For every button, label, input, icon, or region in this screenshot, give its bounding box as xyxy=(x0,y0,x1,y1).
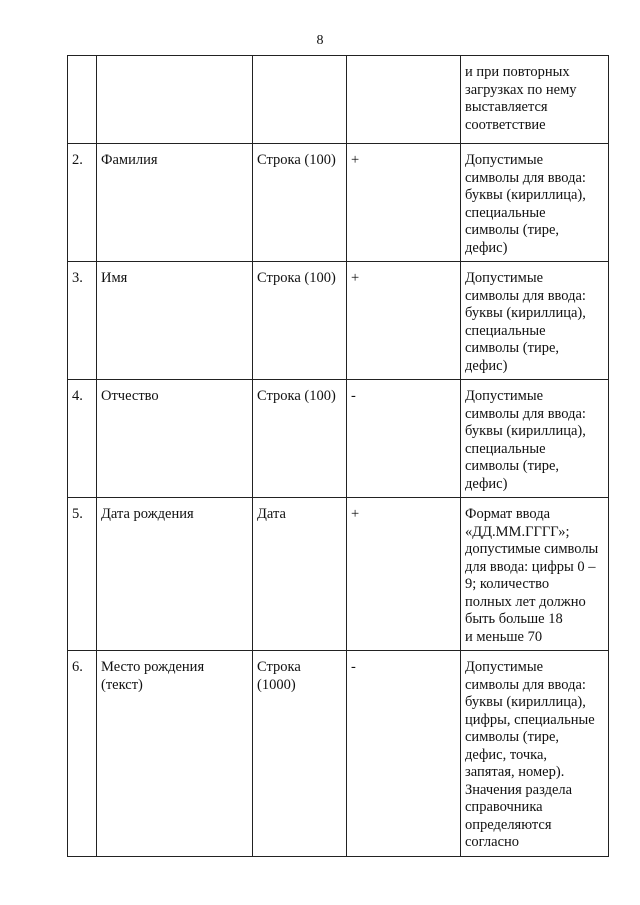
cell-num: 2. xyxy=(68,144,97,262)
table-row xyxy=(68,262,609,380)
cell-note xyxy=(461,262,609,380)
note-line: дефис) xyxy=(465,475,508,492)
cell-type: Строка (100) xyxy=(253,262,347,380)
cell-type: Дата xyxy=(253,498,347,651)
cell-type xyxy=(253,56,347,144)
table-row xyxy=(68,144,609,262)
note-line: и меньше 70 xyxy=(465,628,543,645)
cell-note xyxy=(461,651,609,857)
note-line: «ДД.ММ.ГГГГ»; xyxy=(465,523,570,540)
cell-num: 4. xyxy=(68,380,97,498)
note-line: выставляется xyxy=(465,99,548,115)
cell-name: Дата рождения xyxy=(97,498,253,651)
cell-type: Строка (100) xyxy=(253,144,347,262)
note-line: Допустимые xyxy=(465,270,544,286)
cell-name: Фамилия xyxy=(97,144,253,262)
cell-note xyxy=(461,144,609,262)
note-line: специальные xyxy=(465,322,546,339)
note-line: допустимые символы xyxy=(465,541,599,557)
note-line: буквы (кириллица), xyxy=(465,694,586,710)
note-line: согласно xyxy=(465,834,520,850)
note-line: символы (тире, xyxy=(465,458,560,474)
page-number: 8 xyxy=(316,33,324,48)
cell-req xyxy=(347,56,461,144)
note-line: символы (тире, xyxy=(465,340,560,356)
note-line: специальные xyxy=(465,204,546,221)
fields-table xyxy=(67,55,609,857)
cell-name: Имя xyxy=(97,262,253,380)
note-line: справочника xyxy=(465,799,543,815)
cell-num: 5. xyxy=(68,498,97,651)
table-row xyxy=(68,651,609,857)
table-row xyxy=(68,56,609,144)
note-line: символы (тире, xyxy=(465,729,560,745)
note-line: дефис) xyxy=(465,357,508,374)
table-row xyxy=(68,380,609,498)
note-line: запятая, номер). xyxy=(465,764,565,780)
note-line: дефис, точка, xyxy=(465,746,548,763)
cell-name xyxy=(97,56,253,144)
note-line: загрузках по нему xyxy=(465,81,577,98)
note-line: буквы (кириллица), xyxy=(465,187,586,203)
fields-table-body xyxy=(68,56,609,857)
note-line: Формат ввода xyxy=(465,506,551,522)
note-line: быть больше 18 xyxy=(465,611,563,627)
cell-req: - xyxy=(347,380,461,498)
cell-type: Строка (100) xyxy=(253,380,347,498)
note-line: соответствие xyxy=(465,116,546,133)
note-line: символы для ввода: xyxy=(465,169,586,186)
note-line: Допустимые xyxy=(465,388,544,404)
note-line: символы для ввода: xyxy=(465,405,586,422)
note-line: символы (тире, xyxy=(465,222,560,238)
cell-name: Отчество xyxy=(97,380,253,498)
note-line: дефис) xyxy=(465,239,508,256)
note-line: определяются xyxy=(465,816,552,833)
cell-req: + xyxy=(347,144,461,262)
note-line: символы для ввода: xyxy=(465,676,586,693)
cell-num xyxy=(68,56,97,144)
cell-num: 6. xyxy=(68,651,97,857)
cell-note xyxy=(461,498,609,651)
note-line: символы для ввода: xyxy=(465,287,586,304)
cell-note xyxy=(461,56,609,144)
note-line: для ввода: цифры 0 – xyxy=(465,558,596,575)
note-line: Значения раздела xyxy=(465,781,573,798)
note-line: специальные xyxy=(465,440,546,457)
cell-num: 3. xyxy=(68,262,97,380)
cell-req: - xyxy=(347,651,461,857)
note-line: буквы (кириллица), xyxy=(465,423,586,439)
note-line: буквы (кириллица), xyxy=(465,305,586,321)
cell-name: Место рождения (текст) xyxy=(97,651,253,857)
cell-req: + xyxy=(347,262,461,380)
cell-note xyxy=(461,380,609,498)
note-line: 9; количество xyxy=(465,576,550,592)
note-line: цифры, специальные xyxy=(465,711,595,728)
table-row xyxy=(68,498,609,651)
cell-type: Строка (1000) xyxy=(253,651,347,857)
note-line: Допустимые xyxy=(465,659,544,675)
note-line: Допустимые xyxy=(465,152,544,168)
cell-req: + xyxy=(347,498,461,651)
note-line: полных лет должно xyxy=(465,593,586,610)
note-line: и при повторных xyxy=(465,64,570,80)
